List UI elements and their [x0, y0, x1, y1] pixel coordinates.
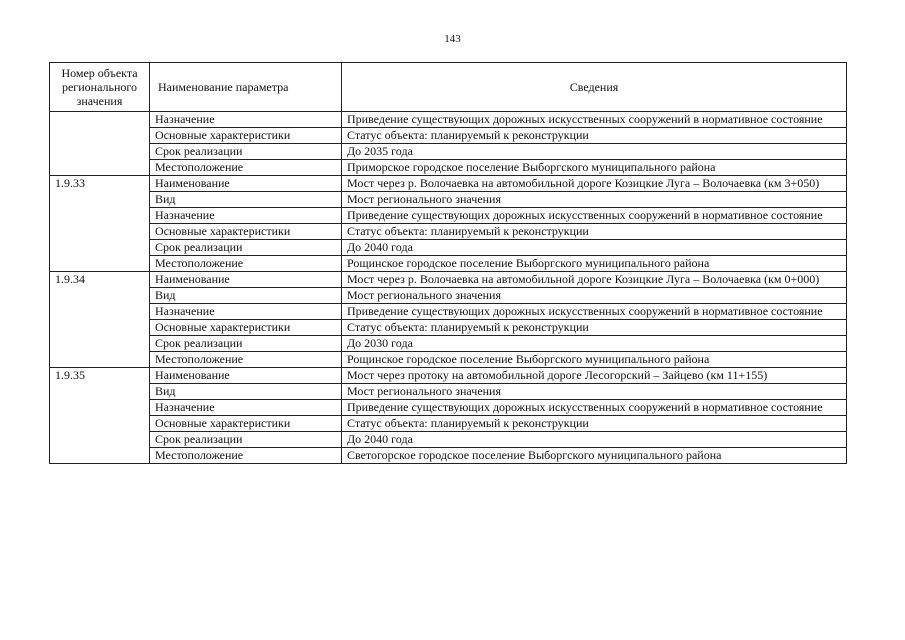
parameter-name-cell: Срок реализации — [150, 432, 342, 448]
details-cell: Приведение существующих дорожных искусственных сооружений в нормативное состояние — [342, 208, 847, 224]
details-cell: До 2035 года — [342, 144, 847, 160]
parameter-name-cell: Срок реализации — [150, 336, 342, 352]
table-row — [50, 368, 847, 384]
parameter-name-cell: Основные характеристики — [150, 320, 342, 336]
details-cell: До 2040 года — [342, 432, 847, 448]
table-row — [50, 128, 847, 144]
table-row — [50, 288, 847, 304]
table-row — [50, 176, 847, 192]
details-cell: Приведение существующих дорожных искусственных сооружений в нормативное состояние — [342, 112, 847, 128]
table-row — [50, 352, 847, 368]
details-cell: Приведение существующих дорожных искусственных сооружений в нормативное состояние — [342, 304, 847, 320]
details-cell: До 2040 года — [342, 240, 847, 256]
parameter-name-cell: Наименование — [150, 272, 342, 288]
parameter-name-cell: Назначение — [150, 208, 342, 224]
details-cell: Статус объекта: планируемый к реконструкции — [342, 224, 847, 240]
objects-table — [49, 62, 847, 464]
details-cell: Мост регионального значения — [342, 192, 847, 208]
details-cell: До 2030 года — [342, 336, 847, 352]
object-number-cell: 1.9.35 — [50, 368, 150, 464]
table-row — [50, 384, 847, 400]
table-row — [50, 144, 847, 160]
details-cell: Рощинское городское поселение Выборгского муниципального района — [342, 352, 847, 368]
details-cell: Рощинское городское поселение Выборгского муниципального района — [342, 256, 847, 272]
details-cell: Мост регионального значения — [342, 288, 847, 304]
details-cell: Статус объекта: планируемый к реконструкции — [342, 128, 847, 144]
page-number: 143 — [444, 33, 461, 45]
parameter-name-cell: Наименование — [150, 176, 342, 192]
details-cell: Статус объекта: планируемый к реконструкции — [342, 416, 847, 432]
table-row — [50, 400, 847, 416]
object-number-cell: 1.9.34 — [50, 272, 150, 368]
table-header — [50, 63, 847, 112]
table-row — [50, 112, 847, 128]
table-row — [50, 272, 847, 288]
parameter-name-cell: Вид — [150, 192, 342, 208]
details-cell: Приведение существующих дорожных искусственных сооружений в нормативное состояние — [342, 400, 847, 416]
parameter-name-cell: Срок реализации — [150, 144, 342, 160]
parameter-name-cell: Наименование — [150, 368, 342, 384]
object-number-cell — [50, 112, 150, 176]
table-row — [50, 336, 847, 352]
table-row — [50, 448, 847, 464]
header-object-number: Номер объекта регионального значения — [50, 63, 150, 112]
table-row — [50, 432, 847, 448]
header-parameter-name: Наименование параметра — [150, 63, 342, 112]
parameter-name-cell: Назначение — [150, 304, 342, 320]
parameter-name-cell: Основные характеристики — [150, 416, 342, 432]
parameter-name-cell: Назначение — [150, 112, 342, 128]
parameter-name-cell: Срок реализации — [150, 240, 342, 256]
parameter-name-cell: Вид — [150, 288, 342, 304]
header-details: Сведения — [342, 63, 847, 112]
details-cell: Приморское городское поселение Выборгского муниципального района — [342, 160, 847, 176]
parameter-name-cell: Основные характеристики — [150, 128, 342, 144]
parameter-name-cell: Вид — [150, 384, 342, 400]
table-row — [50, 192, 847, 208]
object-number-cell: 1.9.33 — [50, 176, 150, 272]
table-row — [50, 416, 847, 432]
parameter-name-cell: Основные характеристики — [150, 224, 342, 240]
table-row — [50, 160, 847, 176]
details-cell: Мост через р. Волочаевка на автомобильной дороге Козицкие Луга – Волочаевка (км 0+000) — [342, 272, 847, 288]
table-body — [50, 112, 847, 464]
details-cell: Мост через р. Волочаевка на автомобильной дороге Козицкие Луга – Волочаевка (км 3+050) — [342, 176, 847, 192]
details-cell: Мост регионального значения — [342, 384, 847, 400]
table-row — [50, 224, 847, 240]
details-cell: Светогорское городское поселение Выборгского муниципального района — [342, 448, 847, 464]
parameter-name-cell: Назначение — [150, 400, 342, 416]
parameter-name-cell: Местоположение — [150, 448, 342, 464]
parameter-name-cell: Местоположение — [150, 352, 342, 368]
parameter-name-cell: Местоположение — [150, 256, 342, 272]
details-cell: Статус объекта: планируемый к реконструкции — [342, 320, 847, 336]
table-row — [50, 304, 847, 320]
details-cell: Мост через протоку на автомобильной дороге Лесогорский – Зайцево (км 11+155) — [342, 368, 847, 384]
header-row — [50, 63, 847, 112]
table-row — [50, 320, 847, 336]
parameter-name-cell: Местоположение — [150, 160, 342, 176]
table-row — [50, 208, 847, 224]
table-row — [50, 256, 847, 272]
table-row — [50, 240, 847, 256]
